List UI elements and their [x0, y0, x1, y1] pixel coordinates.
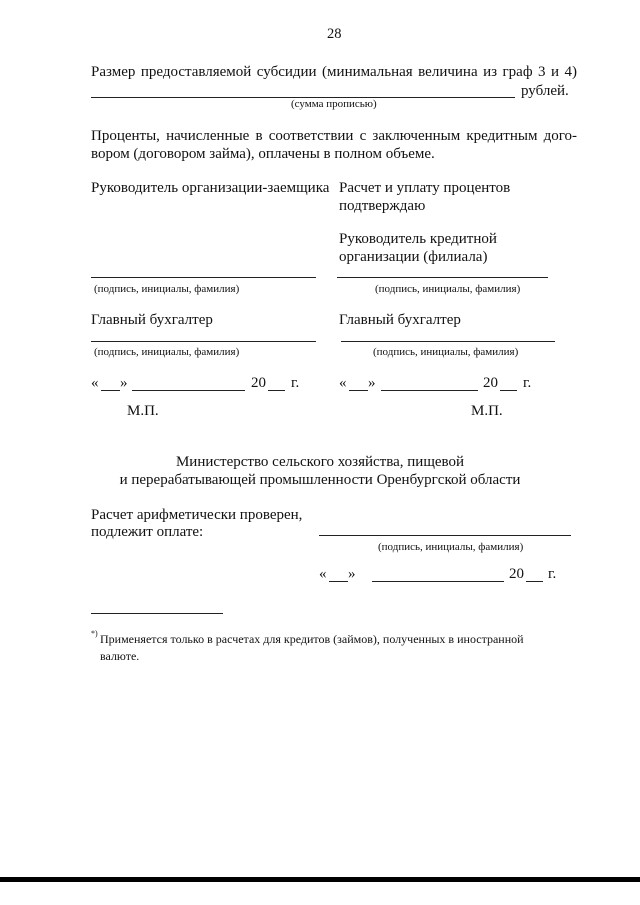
- bank-date-year-suffix: г.: [523, 375, 532, 391]
- borrower-date-open: «: [91, 375, 99, 391]
- bank-accountant-label: Главный бухгалтер: [339, 312, 461, 328]
- verification-date-year-suffix: г.: [548, 566, 557, 582]
- borrower-date-month-line: [132, 390, 245, 391]
- verification-caption: (подпись, инициалы, фамилия): [378, 541, 524, 553]
- interest-paragraph-line2: вором (договором займа), оплачены в полном объеме.: [91, 146, 435, 162]
- borrower-accountant-caption: (подпись, инициалы, фамилия): [94, 346, 240, 358]
- page-number: 28: [327, 26, 342, 42]
- bank-date-close: »: [368, 375, 376, 391]
- bank-date-year-line: [500, 390, 517, 391]
- bank-head-signature-line: [337, 277, 548, 278]
- verification-date-year-prefix: 20: [509, 566, 524, 582]
- ministry-line1: Министерство сельского хозяйства, пищевой: [175, 454, 465, 470]
- subsidy-currency: рублей.: [521, 83, 569, 99]
- borrower-date-year-line: [268, 390, 285, 391]
- bank-head-line2: организации (филиала): [339, 249, 488, 265]
- verification-line2: подлежит оплате:: [91, 524, 204, 540]
- bank-head-line1: Руководитель кредитной: [339, 231, 497, 247]
- bank-stamp: М.П.: [471, 403, 503, 419]
- borrower-date-close: »: [120, 375, 128, 391]
- borrower-date-year-prefix: 20: [251, 375, 266, 391]
- bank-date-open: «: [339, 375, 347, 391]
- bottom-border: [0, 877, 640, 882]
- borrower-accountant-label: Главный бухгалтер: [91, 312, 213, 328]
- borrower-head-sig-caption: (подпись, инициалы, фамилия): [94, 283, 240, 295]
- borrower-date-day-line: [101, 390, 120, 391]
- interest-paragraph-line1: Проценты, начисленные в соответствии с заключенным кредитным дого-: [91, 128, 577, 144]
- verification-signature-line: [319, 535, 571, 536]
- footnote-separator: [91, 613, 223, 614]
- subsidy-caption: (сумма прописью): [291, 98, 377, 110]
- bank-accountant-signature-line: [341, 341, 555, 342]
- verification-date-day-line: [329, 581, 348, 582]
- bank-head-sig-caption: (подпись, инициалы, фамилия): [375, 283, 521, 295]
- footnote-line2: валюте.: [100, 649, 140, 663]
- bank-accountant-caption: (подпись, инициалы, фамилия): [373, 346, 519, 358]
- borrower-head-signature-line: [91, 277, 316, 278]
- subsidy-text: Размер предоставляемой субсидии (минимальная величина из граф 3 и 4): [91, 64, 577, 80]
- borrower-date-year-suffix: г.: [291, 375, 300, 391]
- bank-date-month-line: [381, 390, 478, 391]
- footnote-mark: *): [91, 629, 98, 638]
- borrower-stamp: М.П.: [127, 403, 159, 419]
- verification-line1: Расчет арифметически проверен,: [91, 507, 303, 523]
- verification-date-open: «: [319, 566, 327, 582]
- verification-date-year-line: [526, 581, 543, 582]
- footnote-line1: Применяется только в расчетах для кредитов (займов), полученных в иностранной: [100, 632, 524, 646]
- verification-date-close: »: [348, 566, 356, 582]
- bank-date-year-prefix: 20: [483, 375, 498, 391]
- borrower-accountant-signature-line: [91, 341, 316, 342]
- borrower-head-label: Руководитель организации-заемщика: [91, 180, 330, 196]
- bank-date-day-line: [349, 390, 368, 391]
- ministry-line2: и перерабатывающей промышленности Оренбургской области: [119, 472, 521, 488]
- bank-confirm-line2: подтверждаю: [339, 198, 426, 214]
- verification-date-month-line: [372, 581, 504, 582]
- bank-confirm-line1: Расчет и уплату процентов: [339, 180, 511, 196]
